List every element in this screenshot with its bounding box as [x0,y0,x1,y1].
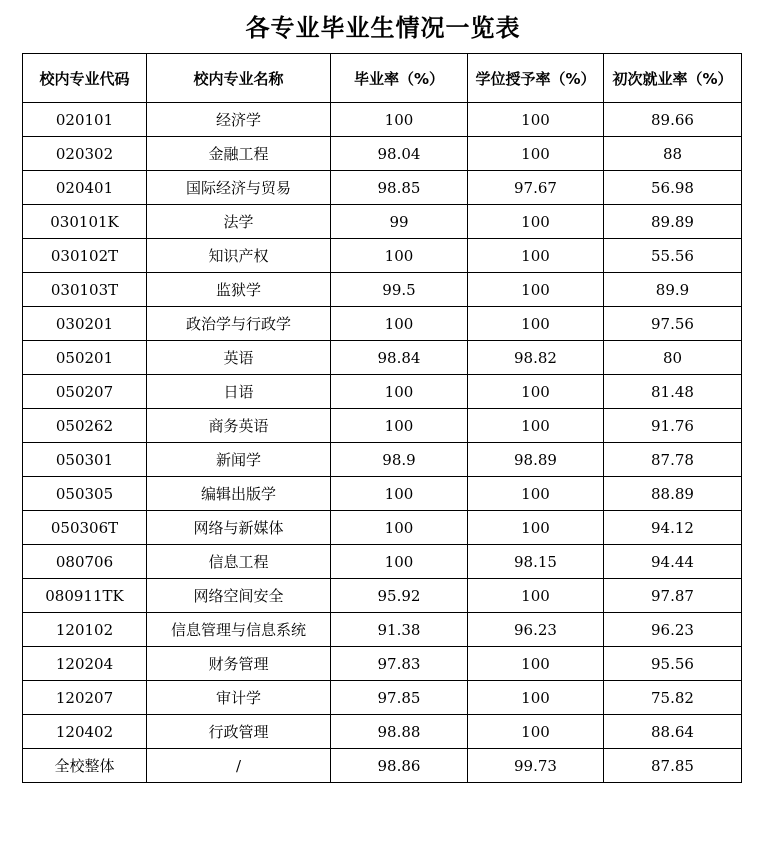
cell-degree-rate: 100 [468,579,604,613]
cell-employment-rate: 56.98 [604,171,742,205]
cell-degree-rate: 99.73 [468,749,604,783]
table-row [23,715,742,749]
table-row [23,273,742,307]
cell-degree-rate: 100 [468,477,604,511]
cell-degree-rate: 100 [468,647,604,681]
cell-degree-rate: 100 [468,375,604,409]
table-row [23,477,742,511]
cell-major-name: 审计学 [147,681,331,715]
cell-major-code: 120207 [23,681,147,715]
cell-employment-rate: 97.56 [604,307,742,341]
cell-major-code: 030201 [23,307,147,341]
cell-graduation-rate: 100 [331,307,468,341]
cell-graduation-rate: 100 [331,409,468,443]
cell-major-name: 财务管理 [147,647,331,681]
cell-employment-rate: 96.23 [604,613,742,647]
cell-major-name: 信息工程 [147,545,331,579]
table-row [23,205,742,239]
cell-employment-rate: 81.48 [604,375,742,409]
cell-graduation-rate: 100 [331,103,468,137]
cell-major-name: 新闻学 [147,443,331,477]
cell-graduation-rate: 100 [331,239,468,273]
table-row [23,545,742,579]
cell-employment-rate: 89.89 [604,205,742,239]
cell-major-code: 030102T [23,239,147,273]
cell-degree-rate: 100 [468,205,604,239]
graduates-table [22,53,742,783]
table-row [23,409,742,443]
cell-employment-rate: 88 [604,137,742,171]
cell-major-code: 全校整体 [23,749,147,783]
cell-major-code: 030101K [23,205,147,239]
cell-degree-rate: 100 [468,239,604,273]
cell-degree-rate: 100 [468,511,604,545]
cell-major-name: / [147,749,331,783]
cell-employment-rate: 55.56 [604,239,742,273]
table-row [23,307,742,341]
cell-major-name: 网络空间安全 [147,579,331,613]
table-row [23,375,742,409]
cell-major-name: 法学 [147,205,331,239]
table-row [23,749,742,783]
cell-major-name: 知识产权 [147,239,331,273]
table-row [23,137,742,171]
cell-major-code: 120102 [23,613,147,647]
cell-graduation-rate: 98.9 [331,443,468,477]
cell-major-name: 金融工程 [147,137,331,171]
header-major-name: 校内专业名称 [147,54,331,103]
cell-employment-rate: 89.9 [604,273,742,307]
cell-employment-rate: 95.56 [604,647,742,681]
table-row [23,443,742,477]
cell-major-name: 商务英语 [147,409,331,443]
header-employment-rate: 初次就业率（%） [604,54,742,103]
table-row [23,239,742,273]
cell-major-code: 050306T [23,511,147,545]
cell-major-name: 国际经济与贸易 [147,171,331,205]
cell-degree-rate: 100 [468,103,604,137]
cell-major-name: 经济学 [147,103,331,137]
cell-employment-rate: 94.12 [604,511,742,545]
cell-major-code: 030103T [23,273,147,307]
table-row [23,341,742,375]
cell-major-code: 050201 [23,341,147,375]
cell-degree-rate: 100 [468,137,604,171]
cell-graduation-rate: 98.85 [331,171,468,205]
table-row [23,579,742,613]
cell-employment-rate: 88.89 [604,477,742,511]
cell-major-code: 050305 [23,477,147,511]
table-row [23,681,742,715]
header-degree-rate: 学位授予率（%） [468,54,604,103]
cell-degree-rate: 100 [468,273,604,307]
cell-major-code: 020302 [23,137,147,171]
cell-major-name: 行政管理 [147,715,331,749]
cell-graduation-rate: 97.85 [331,681,468,715]
cell-major-code: 120402 [23,715,147,749]
cell-degree-rate: 98.89 [468,443,604,477]
cell-major-code: 050207 [23,375,147,409]
cell-graduation-rate: 100 [331,477,468,511]
cell-major-code: 020101 [23,103,147,137]
cell-degree-rate: 97.67 [468,171,604,205]
cell-employment-rate: 80 [604,341,742,375]
cell-major-code: 080706 [23,545,147,579]
cell-major-code: 020401 [23,171,147,205]
cell-employment-rate: 91.76 [604,409,742,443]
cell-major-name: 编辑出版学 [147,477,331,511]
table-row [23,171,742,205]
cell-degree-rate: 100 [468,409,604,443]
cell-degree-rate: 96.23 [468,613,604,647]
table-row [23,647,742,681]
cell-graduation-rate: 99.5 [331,273,468,307]
cell-degree-rate: 100 [468,681,604,715]
cell-graduation-rate: 91.38 [331,613,468,647]
cell-major-name: 网络与新媒体 [147,511,331,545]
cell-employment-rate: 87.78 [604,443,742,477]
cell-graduation-rate: 98.86 [331,749,468,783]
cell-employment-rate: 97.87 [604,579,742,613]
cell-major-name: 英语 [147,341,331,375]
table-row [23,511,742,545]
cell-employment-rate: 89.66 [604,103,742,137]
cell-graduation-rate: 98.84 [331,341,468,375]
cell-major-name: 信息管理与信息系统 [147,613,331,647]
cell-graduation-rate: 98.88 [331,715,468,749]
cell-major-code: 120204 [23,647,147,681]
cell-degree-rate: 98.15 [468,545,604,579]
cell-graduation-rate: 100 [331,545,468,579]
table-row [23,613,742,647]
header-major-code: 校内专业代码 [23,54,147,103]
cell-degree-rate: 98.82 [468,341,604,375]
header-graduation-rate: 毕业率（%） [331,54,468,103]
cell-major-code: 080911TK [23,579,147,613]
cell-employment-rate: 87.85 [604,749,742,783]
cell-major-name: 政治学与行政学 [147,307,331,341]
cell-graduation-rate: 99 [331,205,468,239]
cell-major-code: 050301 [23,443,147,477]
cell-degree-rate: 100 [468,715,604,749]
cell-employment-rate: 94.44 [604,545,742,579]
cell-major-code: 050262 [23,409,147,443]
cell-graduation-rate: 100 [331,375,468,409]
cell-employment-rate: 75.82 [604,681,742,715]
table-body [23,103,742,783]
page-title: 各专业毕业生情况一览表 [245,14,521,42]
table-header-row [23,54,742,103]
cell-degree-rate: 100 [468,307,604,341]
cell-graduation-rate: 98.04 [331,137,468,171]
cell-major-name: 监狱学 [147,273,331,307]
cell-graduation-rate: 95.92 [331,579,468,613]
cell-graduation-rate: 97.83 [331,647,468,681]
table-row [23,103,742,137]
cell-graduation-rate: 100 [331,511,468,545]
cell-major-name: 日语 [147,375,331,409]
cell-employment-rate: 88.64 [604,715,742,749]
